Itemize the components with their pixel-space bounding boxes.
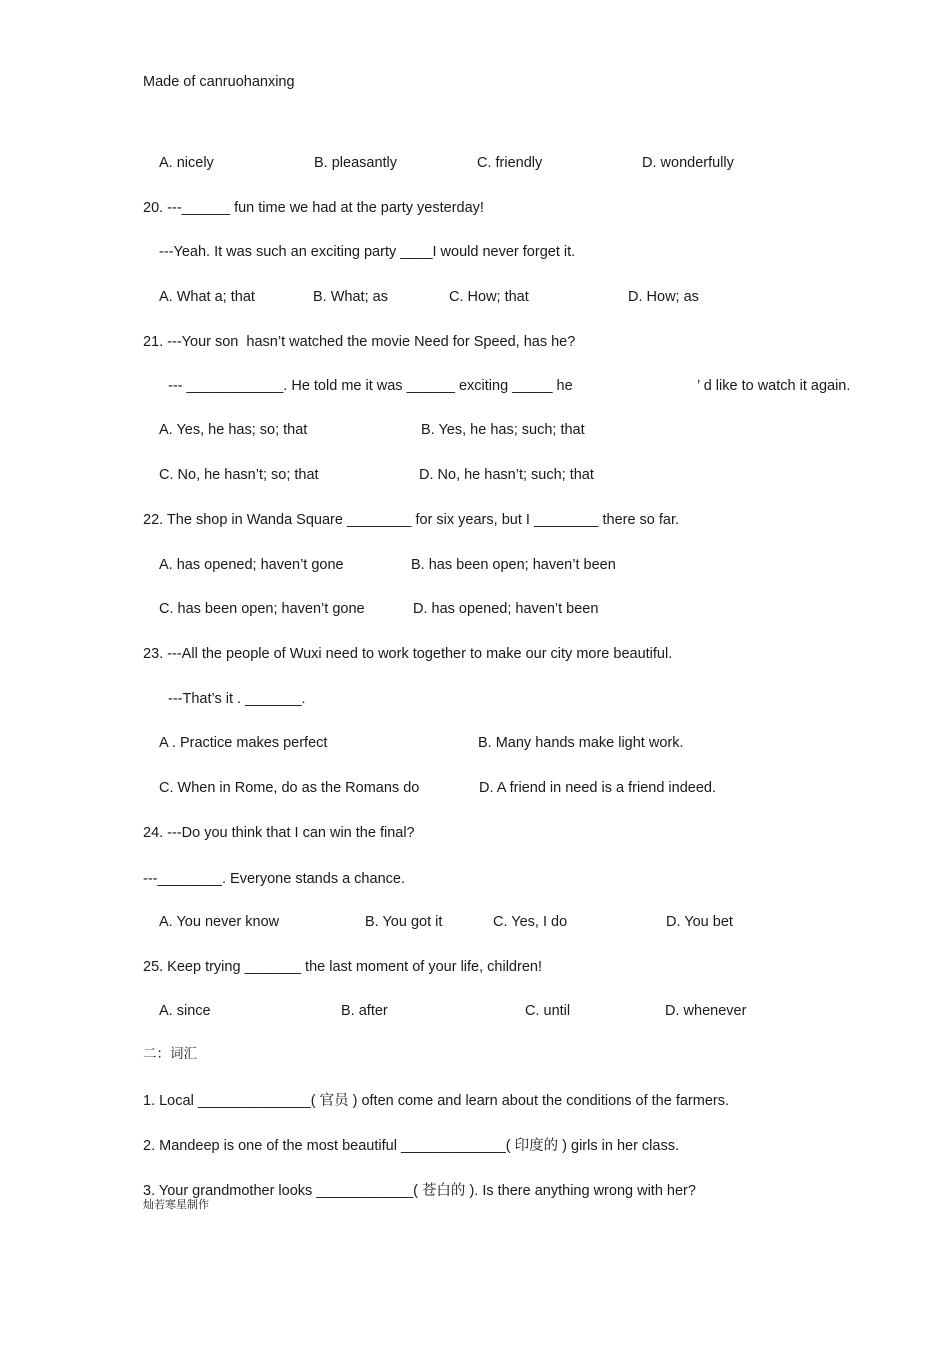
q23-option-c: C. When in Rome, do as the Romans do (159, 780, 420, 796)
q19-option-a: A. nicely (159, 155, 214, 171)
q21-option-a: A. Yes, he has; so; that (159, 422, 308, 438)
q19-option-c: C. friendly (477, 155, 543, 171)
q24-option-c: C. Yes, I do (493, 914, 568, 930)
q23-option-b: B. Many hands make light work. (478, 735, 684, 751)
q21-option-b: B. Yes, he has; such; that (421, 422, 585, 438)
q25-option-a: A. since (159, 1003, 211, 1019)
q21-stem: 21. ---Your son hasn’t watched the movie Need for Speed, has he? (143, 334, 576, 350)
q20-option-d: D. How; as (628, 289, 699, 305)
q22-option-a: A. has opened; haven’t gone (159, 557, 344, 573)
q23-option-d: D. A friend in need is a friend indeed. (479, 780, 716, 796)
q25-option-c: C. until (525, 1003, 571, 1019)
q25-option-d: D. whenever (665, 1003, 747, 1019)
q20-option-b: B. What; as (313, 289, 388, 305)
q22-stem: 22. The shop in Wanda Square ________ for six years, but I ________ there so far. (143, 512, 680, 528)
q24-option-d: D. You bet (666, 914, 733, 930)
q22-option-d: D. has opened; haven’t been (413, 601, 599, 617)
q25-stem: 25. Keep trying _______ the last moment of your life, children! (143, 959, 542, 975)
q24-reply: ---________. Everyone stands a chance. (143, 871, 405, 887)
q24-option-a: A. You never know (159, 914, 280, 930)
q22-option-c: C. has been open; haven’t gone (159, 601, 365, 617)
q23-option-a: A . Practice makes perfect (159, 735, 328, 751)
q20-reply: ---Yeah. It was such an exciting party ____I would never forget it. (159, 244, 576, 260)
q25-option-b: B. after (341, 1003, 388, 1019)
footer-text: 灿若寒星制作 (143, 1199, 209, 1211)
q20-option-c: C. How; that (449, 289, 529, 305)
q21-option-c: C. No, he hasn’t; so; that (159, 467, 319, 483)
q21-option-d: D. No, he hasn’t; such; that (419, 467, 594, 483)
section2-title: 二：词汇 (143, 1046, 197, 1061)
header-text: Made of canruohanxing (143, 74, 295, 90)
q22-option-b: B. has been open; haven’t been (411, 557, 616, 573)
q23-reply: ---That’s it . _______. (168, 691, 306, 707)
vocab-item-3: 3. Your grandmother looks ____________( 苍白的 ). Is there anything wrong with her? (143, 1183, 696, 1199)
q20-stem: 20. ---______ fun time we had at the party yesterday! (143, 200, 484, 216)
vocab-item-1: 1. Local ______________( 官员 ) often come and learn about the conditions of the farmers. (143, 1093, 730, 1109)
q20-option-a: A. What a; that (159, 289, 255, 305)
q19-option-d: D. wonderfully (642, 155, 734, 171)
q21-reply-part1: --- ____________. He told me it was ______ exciting _____ he (168, 378, 573, 394)
q24-option-b: B. You got it (365, 914, 443, 930)
q21-reply-part2: ’ d like to watch it again. (697, 378, 851, 394)
q19-option-b: B. pleasantly (314, 155, 398, 171)
q23-stem: 23. ---All the people of Wuxi need to work together to make our city more beautiful. (143, 646, 673, 662)
q24-stem: 24. ---Do you think that I can win the final? (143, 825, 415, 841)
vocab-item-2: 2. Mandeep is one of the most beautiful _____________( 印度的 ) girls in her class. (143, 1138, 679, 1154)
